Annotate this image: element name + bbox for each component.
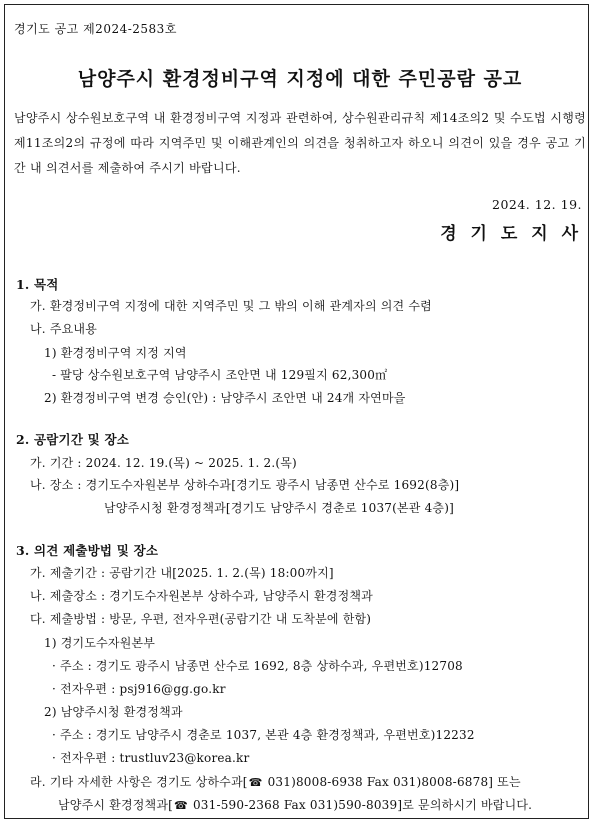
section-1-item1-detail: - 팔당 상수원보호구역 남양주시 조안면 내 129필지 62,300㎡: [52, 368, 388, 382]
section-3-item2-address: · 주소 : 경기도 남양주시 경춘로 1037, 본관 4층 환경정책과, 우편번호)12232: [52, 728, 475, 742]
notice-number: 경기도 공고 제2024-2583호: [14, 22, 177, 36]
signer: 경 기 도 지 사: [440, 224, 582, 244]
section-1-na: 나. 주요내용: [30, 322, 97, 336]
notice-date: 2024. 12. 19.: [492, 197, 582, 212]
section-3-ra-cont-part2: 031-590-2368 Fax 031)590-8039]로 문의하시기 바랍니다.: [188, 798, 533, 812]
section-3-da: 다. 제출방법 : 방문, 우편, 전자우편(공람기간 내 도착분에 한함): [30, 612, 372, 626]
section-3-na: 나. 제출장소 : 경기도수자원본부 상하수과, 남양주시 환경정책과: [30, 589, 373, 603]
section-3-item2-email: · 전자우편 : trustluv23@korea.kr: [52, 751, 250, 765]
section-2-ga: 가. 기간 : 2024. 12. 19.(목) ~ 2025. 1. 2.(목): [30, 456, 297, 470]
section-2-na: 나. 장소 : 경기도수자원본부 상하수과[경기도 광주시 남종면 산수로 1692(8층)]: [30, 478, 460, 492]
page-title: 남양주시 환경정비구역 지정에 대한 주민공람 공고: [77, 68, 523, 90]
section-1-heading: 1. 목적: [16, 277, 59, 292]
section-1-ga: 가. 환경정비구역 지정에 대한 지역주민 및 그 밖의 이해 관계자의 의견 수렴: [30, 299, 432, 313]
section-3-ra-part2: 031)8008-6938 Fax 031)8008-6878] 또는: [263, 775, 521, 789]
section-1-item2: 2) 환경정비구역 변경 승인(안) : 남양주시 조안면 내 24개 자연마을: [44, 391, 406, 405]
intro-paragraph: 남양주시 상수원보호구역 내 환경정비구역 지정과 관련하여, 상수원관리규칙 제14조의2 및 수도법 시행령 제11조의2의 규정에 따라 지역주민 및 이해관계인의 의견을 청취하고자 하오니 의견이 있을 경우 공고 기간 내 의견서를 제출하여 주시기 바랍니다.: [14, 111, 586, 175]
phone-icon: ☎: [248, 776, 263, 789]
section-3-item1: 1) 경기도수자원본부: [44, 636, 156, 650]
section-3-ra-cont-part1: 남양주시 환경정책과[: [58, 798, 174, 812]
section-2-heading: 2. 공람기간 및 장소: [16, 432, 130, 447]
section-2-na-cont: 남양주시청 환경정책과[경기도 남양주시 경춘로 1037(본관 4층)]: [104, 501, 454, 515]
section-3-ra-part1: 라. 기타 자세한 사항은 경기도 상하수과[: [30, 775, 248, 789]
section-3-ra: [30, 773, 521, 790]
section-3-heading: 3. 의견 제출방법 및 장소: [16, 543, 159, 558]
section-3-item1-address: · 주소 : 경기도 광주시 남종면 산수로 1692, 8층 상하수과, 우편번호)12708: [52, 659, 463, 673]
phone-icon: ☎: [174, 799, 188, 812]
section-3-ra-cont: [58, 796, 532, 813]
section-3-item1-email: · 전자우편 : psj916@gg.go.kr: [52, 682, 226, 696]
section-3-ga: 가. 제출기간 : 공람기간 내[2025. 1. 2.(목) 18:00까지]: [30, 566, 334, 580]
section-1-item1: 1) 환경정비구역 지정 지역: [44, 346, 187, 360]
section-3-item2: 2) 남양주시청 환경정책과: [44, 705, 183, 719]
